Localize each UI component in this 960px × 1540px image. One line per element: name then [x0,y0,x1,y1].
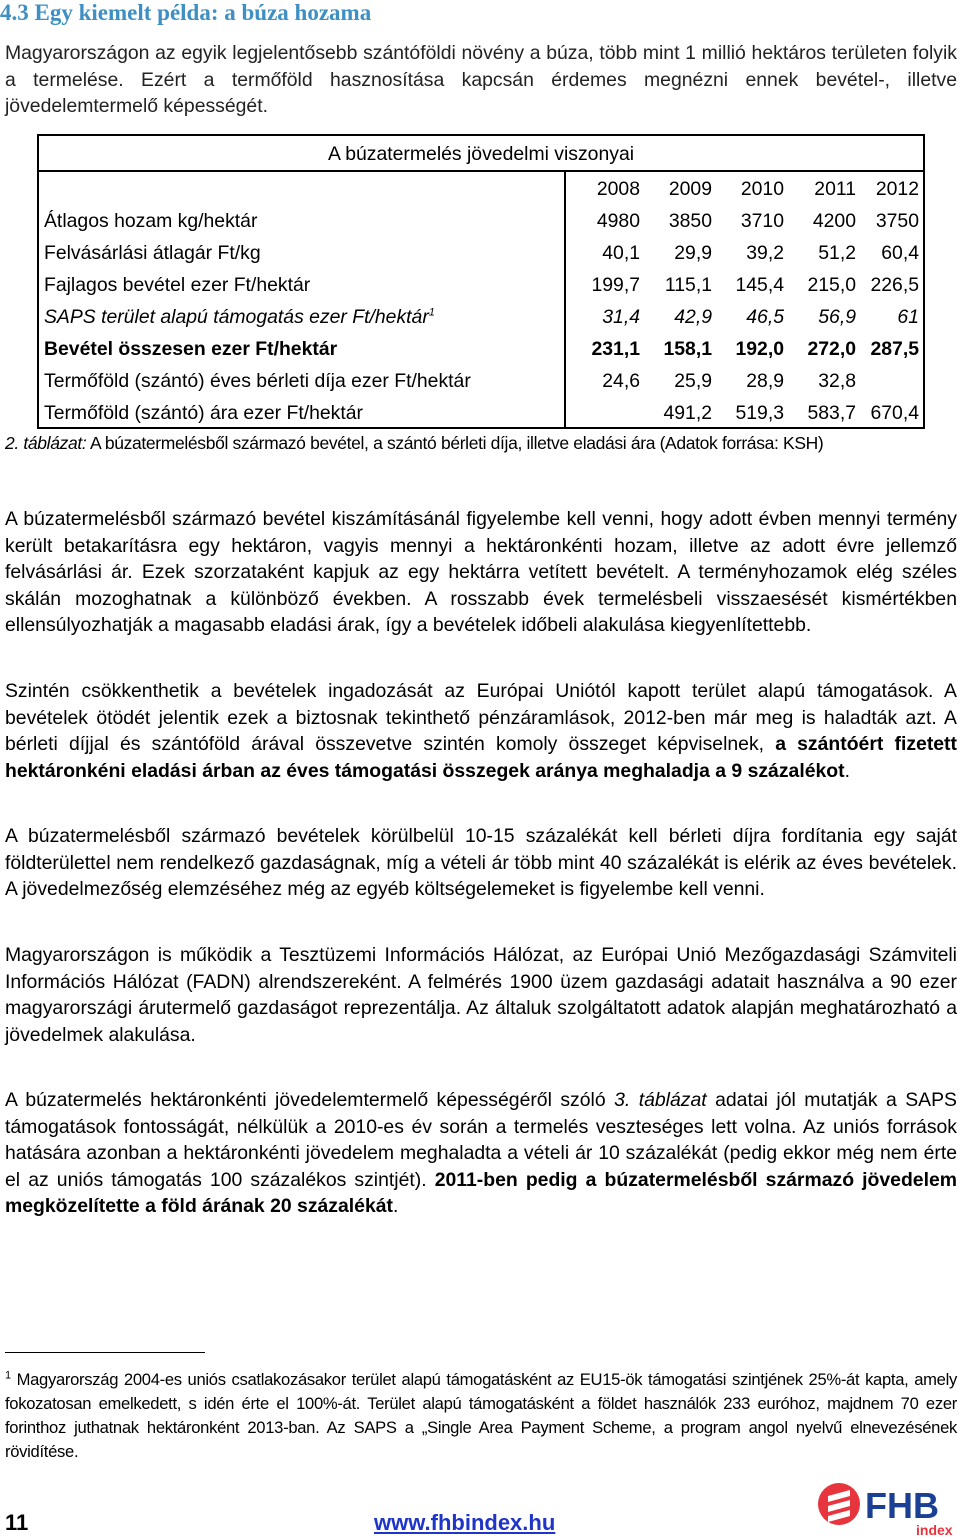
table-cell: 56,9 [818,306,856,328]
paragraph-2-bold: a szántóért fizetett hektáronkéni eladási árban az éves támogatási összegek aránya meghaladja a 9 százalékot [5,733,957,782]
table-cell: 24,6 [602,370,640,392]
row-label [44,301,435,333]
table-cell: 115,1 [664,274,712,296]
paragraph-2 [5,678,957,784]
footnote-text: Magyarország 2004-es uniós csatlakozásakor terület alapú támogatásként az EU15-ök támogatási szintjének 25%-át kapta, amely fokozatosan emelkedett, s idén érte el 100%-át. Terület alapú támogatásként a földet használók 233 euróhoz, majdnem 70 ezer forinthoz juthatnak hektáronként 2013-ban. Az SAPS a „Single Area Payment Scheme, a program angol nyelvű elnevezésének rövidítése. [5,1370,957,1461]
year-2009: 2009 [668,178,712,200]
table-cell: 32,8 [818,370,856,392]
table-row [39,205,923,237]
fhb-symbol-icon [818,1483,860,1525]
paragraph-2-text: Szintén csökkenthetik a bevételek ingadozását az Európai Uniótól kapott terület alapú támogatások. A bevételek ötödét jelentik ezek a biztosnak tekinthető pénzáramlások, 2012-ben már meg is haladták azt. A bérleti díjjal és szántóföld árával összevetve szintén komoly összeget képviselnek, [5,680,957,755]
table-row [39,237,923,269]
paragraph-5-text-2: adatai jól mutatják a SAPS támogatások fontosságát, nélkülük a 2010-es év során a termelés veszteséges lett volna. Az uniós források hatására azonban a hektáronkénti jövedelem meghaladta a vételi ár 10 százalékát (pedig ekkor még nem érte el az uniós támogatás 100 százalékos szintjét). [5,1089,957,1191]
table-cell: 583,7 [807,402,856,424]
table-cell: 29,9 [674,242,712,264]
table-cell: 60,4 [881,242,919,264]
row-label-text: SAPS terület alapú támogatás ezer Ft/hektár [44,306,429,328]
year-2011: 2011 [814,178,856,200]
table-reference: 3. táblázat [614,1089,707,1111]
table-row-total [39,333,923,365]
table-cell: 3750 [875,210,919,232]
table-cell: 51,2 [818,242,856,264]
paragraph-3: A búzatermelésből származó bevételek körülbelül 10-15 százalékát kell bérleti díjra fordítania egy saját földterülettel nem rendelkező gazdaságnak, míg a vételi ár több mint 40 százalékát is elérik az éves bevételek. A jövedelmezőség elemzéséhez még az egyéb költségelemeket is figyelembe kell venni. [5,825,957,900]
table-cell: 46,5 [746,306,784,328]
table-cell: 199,7 [591,274,640,296]
paragraph-5-text: A búzatermelés hektáronkénti jövedelemtermelő képességéről szóló [5,1089,615,1111]
table-cell: 3850 [668,210,712,232]
table-cell: 158,1 [663,338,712,360]
table-cell: 287,5 [870,338,919,360]
row-label: Fajlagos bevétel ezer Ft/hektár [44,274,311,296]
caption-label: 2. táblázat: [5,433,87,453]
table-cell: 25,9 [674,370,712,392]
website-link[interactable]: www.fhbindex.hu [374,1510,556,1535]
row-label: Átlagos hozam kg/hektár [44,210,258,232]
table-cell: 40,1 [602,242,640,264]
table-cell: 519,3 [735,402,784,424]
row-label: Bevétel összesen ezer Ft/hektár [44,338,338,360]
table-cell: 215,0 [807,274,856,296]
fhb-index-logo [818,1480,958,1538]
table-header-row [39,173,923,205]
caption-text: A búzatermelésből származó bevétel, a szántó bérleti díja, illetve eladási ára (Adatok forrása: KSH) [86,433,824,453]
table-cell: 4980 [596,210,640,232]
table-cell: 4200 [812,210,856,232]
table-cell: 491,2 [663,402,712,424]
table-cell: 272,0 [807,338,856,360]
table-cell: 42,9 [674,306,712,328]
table-cell: 39,2 [746,242,784,264]
table-row [39,365,923,397]
year-2010: 2010 [740,178,784,200]
table-cell: 61 [897,306,919,328]
table-row [39,397,923,429]
row-label: Termőföld (szántó) éves bérleti díja ezer Ft/hektár [44,370,471,392]
table-cell: 192,0 [735,338,784,360]
table-caption [5,432,955,454]
year-2008: 2008 [596,178,640,200]
paragraph-4: Magyarországon is működik a Tesztüzemi Információs Hálózat, az Európai Unió Mezőgazdasági Számviteli Információs Hálózat (FADN) alrendszereként. A felmérés 1900 üzem gazdasági adatait használva a 90 ezer magyarországi árutermelő gazdaságot reprezentálja. Az általuk szolgáltatott adatok alapján meghatározható a jövedelmek alakulása. [5,944,957,1046]
page-number: 11 [5,1510,29,1535]
table-row [39,301,923,333]
paragraph-5-end: . [392,1195,399,1217]
intro-paragraph: Magyarországon az egyik legjelentősebb szántóföldi növény a búza, több mint 1 millió hektáros területen folyik a termelése. Ezért a termőföld hasznosítása kapcsán érdemes megnézni ennek bevétel-, illetve jövedelemtermelő képességét. [5,42,957,117]
footnote [5,1368,957,1464]
income-table [37,134,925,429]
section-title: 4.3 Egy kiemelt példa: a búza hozama [0,0,372,25]
table-cell: 670,4 [870,402,919,424]
table-cell: 28,9 [746,370,784,392]
paragraph-5 [5,1087,957,1220]
table-cell: 145,4 [735,274,784,296]
year-2012: 2012 [875,178,919,200]
table-title: A búzatermelés jövedelmi viszonyai [39,136,923,172]
row-label: Felvásárlási átlagár Ft/kg [44,242,261,264]
logo-text: FHB [865,1485,939,1526]
table-cell: 226,5 [870,274,919,296]
table-cell: 3710 [740,210,784,232]
table-cell: 31,4 [602,306,640,328]
footnote-separator [5,1352,205,1353]
paragraph-2-end: . [844,759,850,782]
footnote-ref[interactable]: 1 [428,306,435,319]
paragraph-1: A búzatermelésből származó bevétel kiszámításánál figyelembe kell venni, hogy adott évben mennyi termény került betakarításra egy hektáron, vagyis mennyi a hektáronkénti hozam, illetve az adott évre jellemző felvásárlási ár. Ezek szorzataként kapjuk az egy hektárra vetített bevételt. A terményhozamok elég széles skálán mozoghatnak a különböző években. A rosszabb évek termelésbeli visszaesését kismértékben ellensúlyozhatják a magasabb eladási árak, így a bevételek időbeli alakulása kiegyenlítettebb. [5,508,957,636]
logo-subtext: index [916,1522,953,1538]
table-cell: 231,1 [591,338,640,360]
row-label: Termőföld (szántó) ára ezer Ft/hektár [44,402,363,424]
table-row [39,269,923,301]
paragraph-5-bold: 2011-ben pedig a búzatermelésből származó jövedelem megközelítette a föld árának 20 százalékát [5,1168,957,1217]
footnote-mark: 1 [5,1369,11,1382]
